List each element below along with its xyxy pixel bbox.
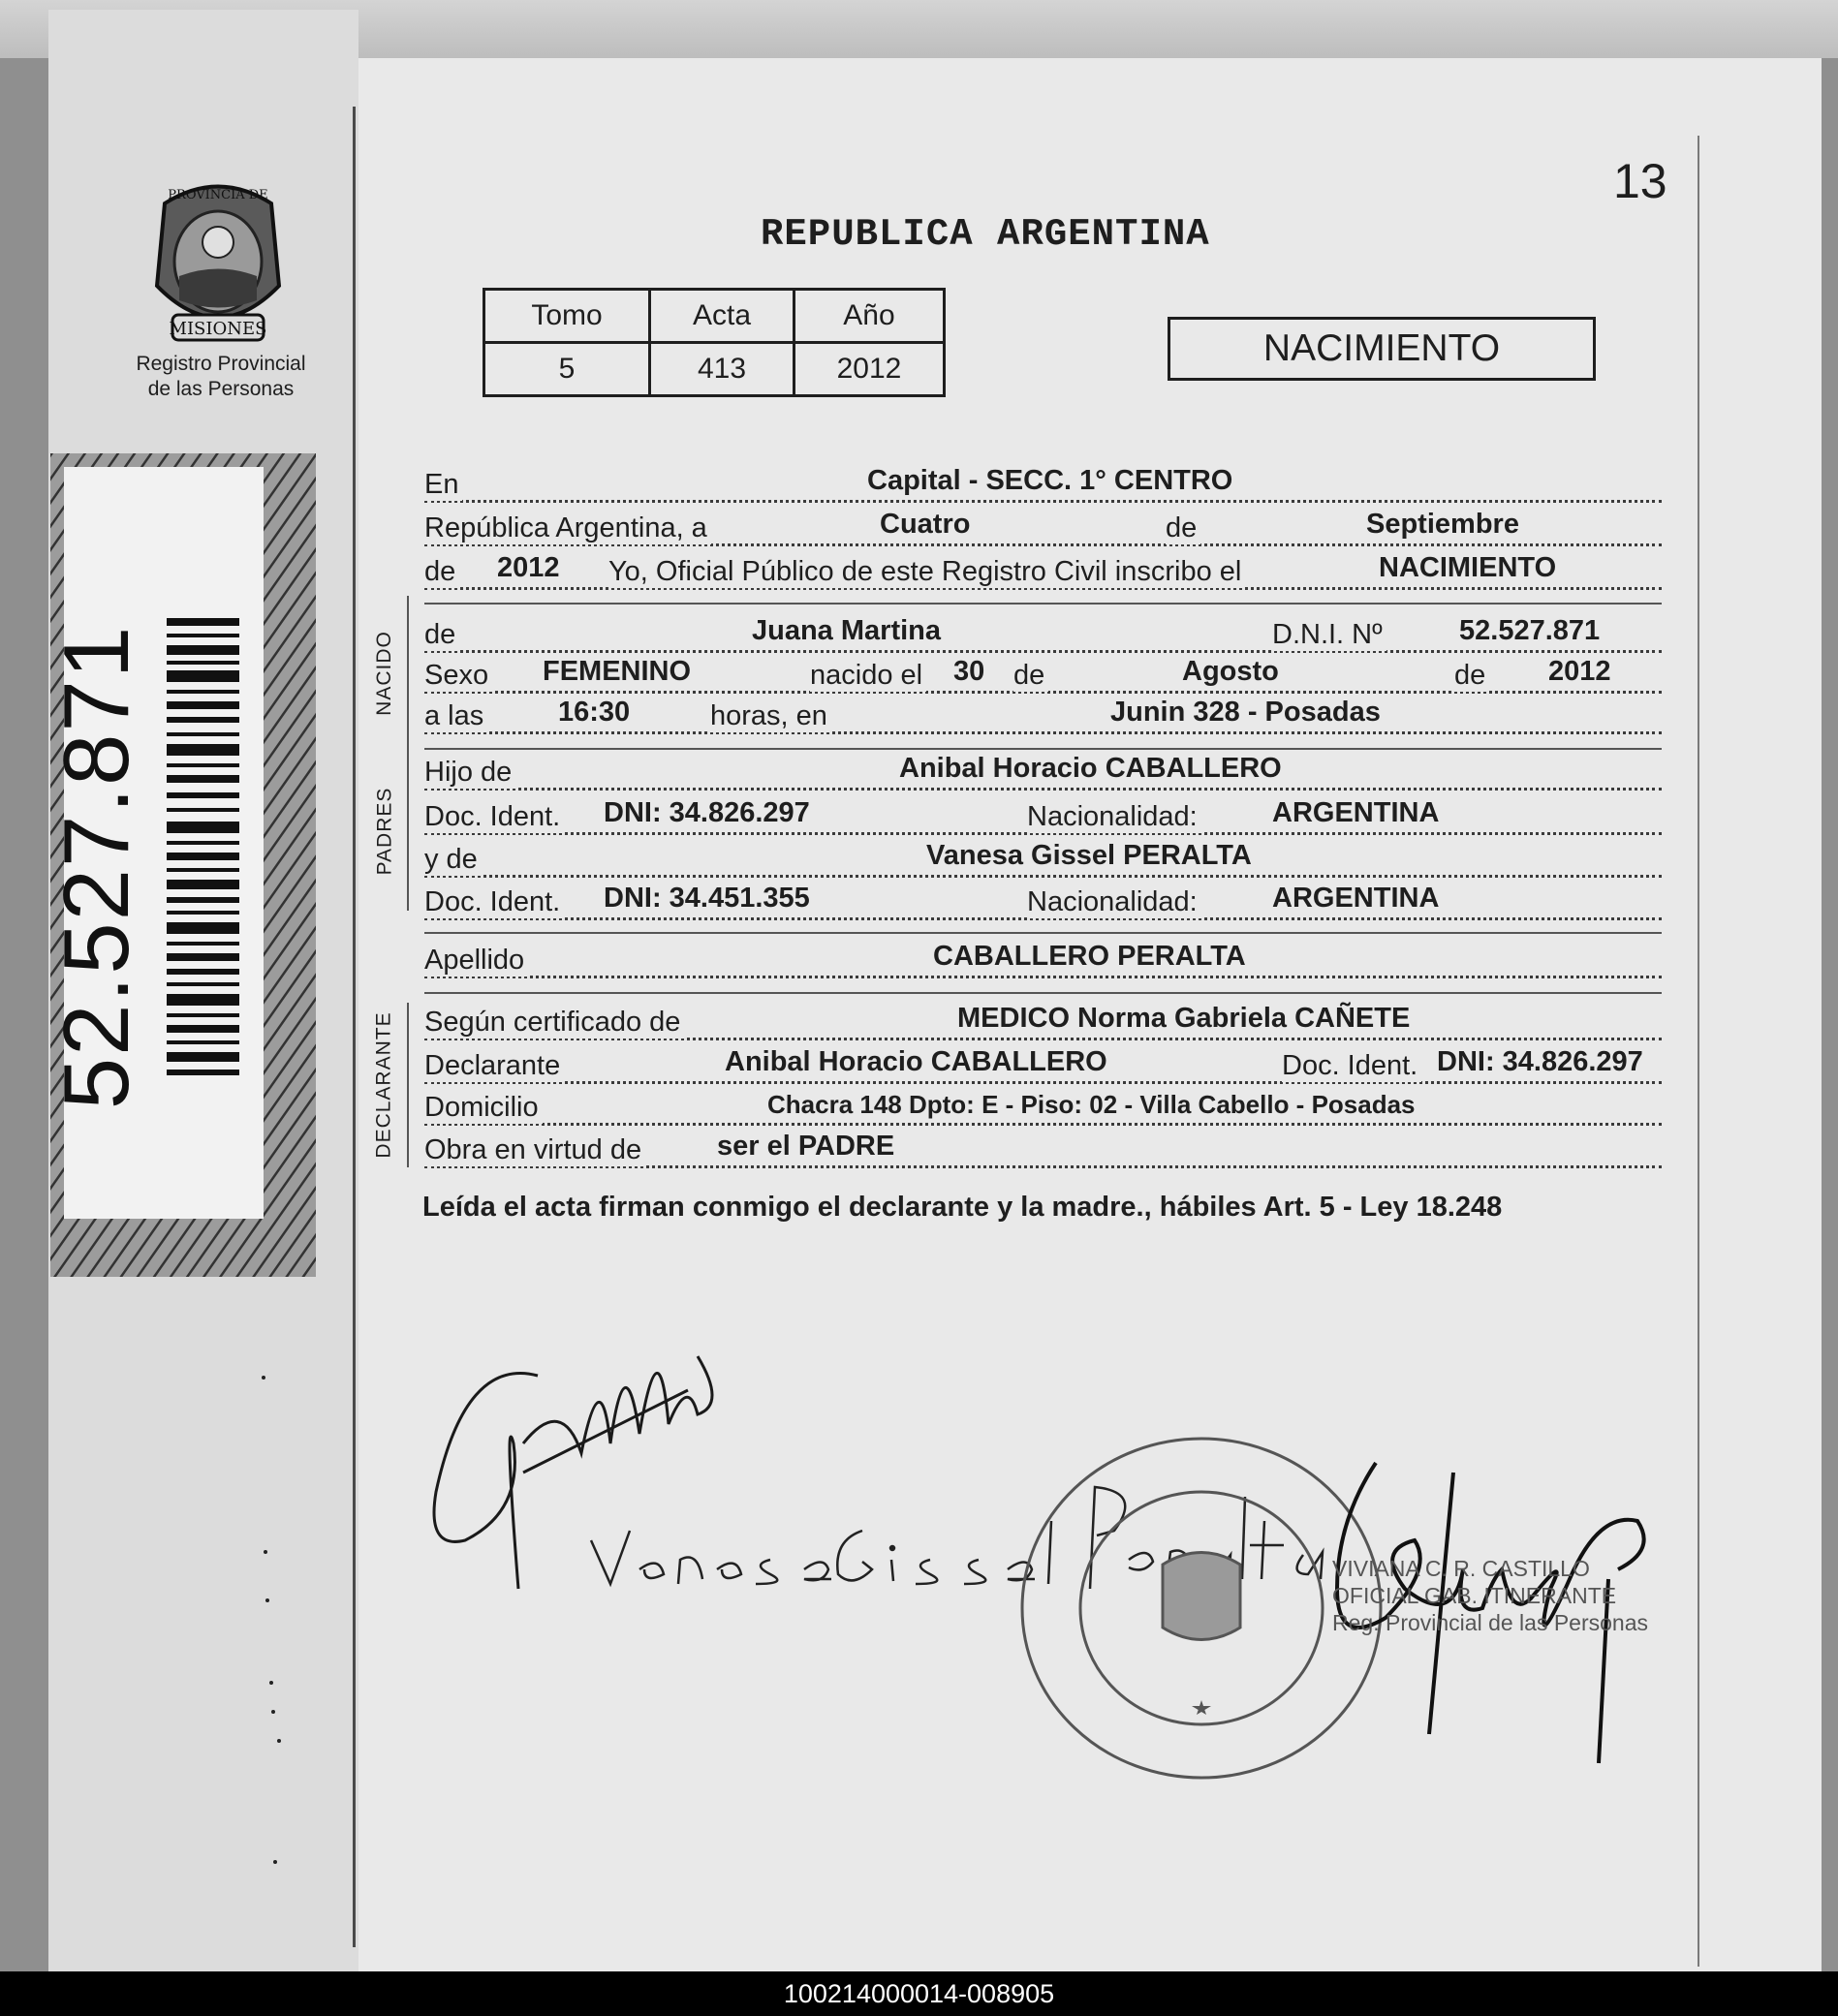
value-dni-madre: DNI: 34.451.355: [604, 883, 810, 914]
row-domicilio: [424, 1083, 1662, 1132]
barcode-number-text: 52.527.871: [45, 624, 148, 1110]
label-nacionalidad: Nacionalidad:: [1027, 801, 1201, 833]
label-de-anio: de: [424, 556, 459, 588]
margin-dot: [262, 1376, 265, 1380]
registro-label-line1: Registro Provincial: [136, 353, 306, 375]
value-acta: 413: [650, 343, 794, 396]
label-hijo-de: Hijo de: [424, 757, 515, 789]
row-y-de: [424, 835, 1662, 884]
value-dia-nacimiento: 30: [953, 656, 985, 687]
value-lugar-nacimiento: Junin 328 - Posadas: [1110, 697, 1381, 728]
value-domicilio: Chacra 148 Dpto: E - Piso: 02 - Villa Cabello - Posadas: [767, 1090, 1416, 1119]
value-tipo-inscripcion: NACIMIENTO: [1379, 552, 1557, 583]
label-de-mes: de: [1166, 512, 1200, 544]
dotted-line: [424, 731, 1662, 734]
row-en: [424, 460, 1662, 509]
document-type-box: NACIMIENTO: [1168, 317, 1596, 381]
declarante-signature: [434, 1356, 712, 1589]
row-doc-madre: [424, 878, 1662, 926]
value-anio-nacimiento: 2012: [1548, 656, 1611, 687]
page-title: REPUBLICA ARGENTINA: [761, 213, 1210, 256]
label-a-las: a las: [424, 700, 487, 732]
label-declarante: Declarante: [424, 1050, 564, 1082]
label-de-mes-nac: de: [1013, 660, 1048, 692]
label-de-nombre: de: [424, 619, 459, 651]
registro-label-line2: de las Personas: [147, 378, 295, 400]
closing-legend: Leída el acta firman conmigo el declarante y la madre., hábiles Art. 5 - Ley 18.248: [422, 1192, 1503, 1223]
label-doc-ident: Doc. Ident.: [424, 886, 564, 918]
label-dni: D.N.I. Nº: [1272, 619, 1386, 651]
dotted-line: [424, 976, 1662, 978]
footer-id: 100214000014-008905: [0, 1971, 1838, 2016]
label-doc-ident-declarante: Doc. Ident.: [1282, 1050, 1421, 1082]
label-nacido-el: nacido el: [810, 660, 926, 692]
official-office: Reg. Provincial de las Personas: [1332, 1610, 1648, 1635]
value-dni: 52.527.871: [1459, 615, 1601, 646]
signatures-area: [407, 1298, 1696, 1802]
value-apellido: CABALLERO PERALTA: [933, 941, 1246, 972]
page-number: 13: [1613, 154, 1667, 208]
row-hijo-de: [424, 748, 1662, 796]
svg-text:PROVINCIA DE: PROVINCIA DE: [168, 188, 268, 202]
header-ano: Año: [794, 290, 945, 343]
section-nacido: [360, 596, 409, 751]
margin-dot: [277, 1739, 281, 1743]
official-stamp: [1022, 1439, 1381, 1778]
section-padres: [360, 751, 409, 911]
row-anio-inscripcion: [424, 547, 1662, 596]
label-sexo: Sexo: [424, 660, 492, 692]
label-nacionalidad: Nacionalidad:: [1027, 886, 1201, 918]
value-lugar: Capital - SECC. 1° CENTRO: [867, 465, 1233, 496]
section-declarante-label: DECLARANTE: [373, 1011, 396, 1159]
separator: [424, 992, 1662, 994]
row-obra: [424, 1126, 1662, 1174]
label-en: En: [424, 469, 462, 501]
label-y-de: y de: [424, 844, 482, 876]
value-dia: Cuatro: [880, 509, 971, 540]
margin-dot: [273, 1860, 277, 1864]
value-nacionalidad-madre: ARGENTINA: [1272, 883, 1440, 914]
value-madre: Vanesa Gissel PERALTA: [926, 840, 1252, 871]
page-right-border: [1698, 136, 1699, 1967]
official-role: OFICIAL GAB. ITINERANTE: [1332, 1583, 1617, 1608]
section-declarante: [360, 1003, 409, 1167]
row-certificado: [424, 998, 1662, 1046]
value-dni-padre: DNI: 34.826.297: [604, 797, 810, 828]
label-apellido: Apellido: [424, 945, 528, 977]
margin-dot: [271, 1710, 275, 1714]
official-name: VIVIANA C. R. CASTILLO: [1332, 1556, 1590, 1581]
separator: [424, 603, 1662, 605]
label-inscribo: Yo, Oficial Público de este Registro Civil inscribo el: [608, 556, 1245, 588]
book-reference-table: [483, 288, 946, 397]
row-doc-padre: [424, 792, 1662, 841]
page-gutter: [353, 107, 356, 1947]
label-de-anio-nac: de: [1454, 660, 1489, 692]
value-nacionalidad-padre: ARGENTINA: [1272, 797, 1440, 828]
value-mes-nacimiento: Agosto: [1182, 656, 1279, 687]
label-doc-ident: Doc. Ident.: [424, 801, 564, 833]
label-obra: Obra en virtud de: [424, 1134, 645, 1166]
margin-dot: [265, 1598, 269, 1602]
value-anio: 2012: [497, 552, 560, 583]
barcode-number: [44, 567, 150, 1167]
row-apellido: [424, 936, 1662, 984]
value-padre: Anibal Horacio CABALLERO: [899, 753, 1282, 784]
value-nombre: Juana Martina: [752, 615, 941, 646]
dotted-line: [424, 788, 1662, 791]
margin-dot: [269, 1681, 273, 1685]
value-obra: ser el PADRE: [717, 1131, 895, 1162]
label-horas-en: horas, en: [710, 700, 831, 732]
value-hora: 16:30: [558, 697, 631, 728]
label-domicilio: Domicilio: [424, 1092, 543, 1124]
section-nacido-label: NACIDO: [373, 631, 395, 716]
value-declarante: Anibal Horacio CABALLERO: [725, 1046, 1107, 1077]
label-republica: República Argentina, a: [424, 512, 711, 544]
value-tomo: 5: [484, 343, 650, 396]
label-certificado: Según certificado de: [424, 1007, 684, 1039]
dotted-line: [424, 500, 1662, 503]
value-sexo: FEMENINO: [543, 656, 692, 687]
official-name-block: [1332, 1555, 1648, 1636]
value-certificado: MEDICO Norma Gabriela CAÑETE: [957, 1003, 1411, 1034]
registro-label: [114, 352, 327, 402]
separator: [424, 932, 1662, 934]
value-mes: Septiembre: [1366, 509, 1519, 540]
header-tomo: Tomo: [484, 290, 650, 343]
book-table-value-row: [484, 343, 945, 396]
header-acta: Acta: [650, 290, 794, 343]
section-padres-label: PADRES: [373, 787, 395, 875]
row-hora: [424, 692, 1662, 740]
value-ano: 2012: [794, 343, 945, 396]
value-dni-declarante: DNI: 34.826.297: [1437, 1046, 1643, 1077]
province-emblem-icon: [136, 170, 300, 349]
row-republica: [424, 504, 1662, 552]
book-table-header-row: [484, 290, 945, 343]
svg-text:MISIONES: MISIONES: [169, 319, 267, 339]
margin-dot: [264, 1550, 267, 1554]
